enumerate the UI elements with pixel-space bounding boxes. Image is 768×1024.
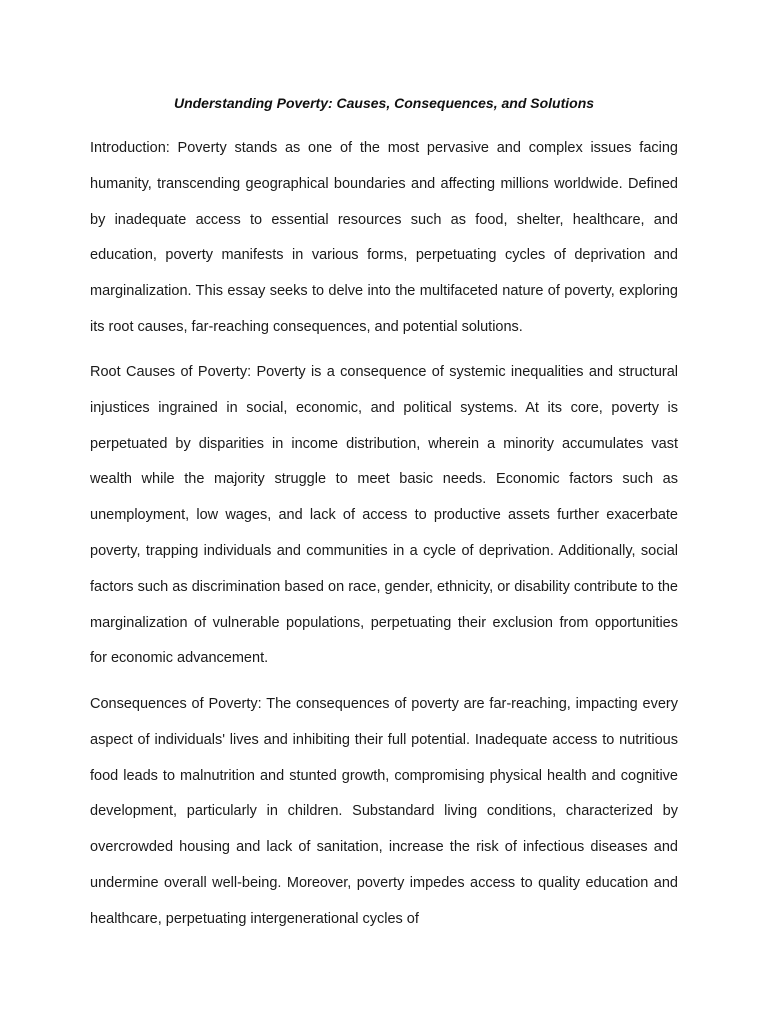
paragraph-consequences: Consequences of Poverty: The consequences of poverty are far-reaching, impacting every aspect of individuals' lives and inhibiting their full potential. Inadequate access to nutritious food leads to malnutrition and stunted growth, compromising physical health and cognitive development, particularly in children. Substandard living conditions, characterized by overcrowded housing and lack of sanitation, increase the risk of infectious diseases and undermine overall well-being. Moreover, poverty impedes access to quality education and healthcare, perpetuating intergenerational cycles of bbox=[90, 696, 678, 927]
document-title: Understanding Poverty: Causes, Consequences, and Solutions bbox=[173, 95, 595, 111]
paragraph-introduction: Introduction: Poverty stands as one of the most pervasive and complex issues facing humanity, transcending geographical boundaries and affecting millions worldwide. Defined by inadequate access to essential resources such as food, shelter, healthcare, and education, poverty manifests in various forms, perpetuating cycles of deprivation and marginalization. This essay seeks to delve into the multifaceted nature of poverty, exploring its root causes, far-reaching consequences, and potential solutions. bbox=[90, 140, 678, 335]
paragraph-root-causes: Root Causes of Poverty: Poverty is a consequence of systemic inequalities and structural injustices ingrained in social, economic, and political systems. At its core, poverty is perpetuated by disparities in income distribution, wherein a minority accumulates vast wealth while the majority struggle to meet basic needs. Economic factors such as unemployment, low wages, and lack of access to productive assets further exacerbate poverty, trapping individuals and communities in a cycle of deprivation. Additionally, social factors such as discrimination based on race, gender, ethnicity, or disability contribute to the marginalization of vulnerable populations, perpetuating their exclusion from opportunities for economic advancement. bbox=[90, 364, 678, 667]
